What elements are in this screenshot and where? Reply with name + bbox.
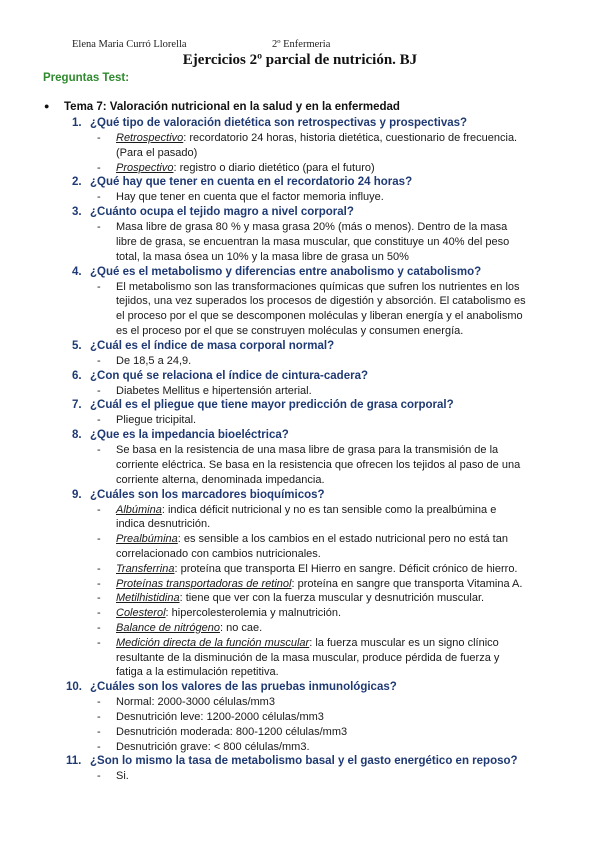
answer-text: : hipercolesterolemia y malnutrición.	[165, 607, 341, 620]
question-heading	[0, 339, 600, 354]
question-item	[0, 205, 600, 264]
answer-list	[0, 190, 600, 205]
dash-icon: -	[97, 503, 101, 516]
dash-icon: -	[97, 191, 101, 204]
question-heading	[0, 428, 600, 443]
question-item	[0, 488, 600, 681]
answer-item	[0, 769, 600, 784]
question-text: ¿Cuáles son los valores de las pruebas inmunológicas?	[90, 681, 397, 694]
dash-icon: -	[97, 725, 101, 738]
answer-item	[0, 591, 600, 606]
question-number: 11.	[66, 755, 82, 768]
answer-item	[0, 636, 600, 680]
answer-text: Desnutrición moderada: 800-1200 células/mm3	[116, 725, 348, 738]
question-text: ¿Cuál es el pliegue que tiene mayor predicción de grasa corporal?	[90, 399, 454, 412]
question-item	[0, 116, 600, 175]
dash-icon: -	[97, 577, 101, 590]
answer-item	[0, 384, 600, 399]
question-number: 10.	[66, 681, 82, 694]
question-heading	[0, 488, 600, 503]
answer-item	[0, 220, 600, 264]
answer-list	[0, 503, 600, 681]
question-number: 9.	[72, 488, 82, 501]
answer-item	[0, 443, 600, 487]
topic-heading	[44, 101, 400, 113]
question-text: ¿Cuánto ocupa el tejido magro a nivel corporal?	[90, 206, 354, 219]
question-item	[0, 398, 600, 428]
answer-term: Colesterol	[116, 607, 166, 620]
question-item	[0, 680, 600, 754]
answer-item	[0, 503, 600, 533]
answer-text: Pliegue tricipital.	[116, 414, 197, 427]
question-number: 5.	[72, 339, 82, 352]
answer-term: Balance de nitrógeno	[116, 621, 220, 634]
question-item	[0, 428, 600, 487]
answer-item	[0, 354, 600, 369]
answer-text: De 18,5 a 24,9.	[116, 354, 192, 367]
answer-text: Desnutrición leve: 1200-2000 células/mm3	[116, 710, 324, 723]
answer-text: : tiene que ver con la fuerza muscular y desnutrición muscular.	[179, 592, 485, 605]
question-text: ¿Que es la impedancia bioeléctrica?	[90, 429, 289, 442]
answer-list	[0, 384, 600, 399]
question-heading	[0, 175, 600, 190]
question-heading	[0, 398, 600, 413]
dash-icon: -	[97, 414, 101, 427]
question-number: 3.	[72, 206, 82, 219]
answer-term: Metilhistidina	[116, 592, 180, 605]
question-item	[0, 369, 600, 399]
answer-item	[0, 710, 600, 725]
page-title: Ejercicios 2º parcial de nutrición. BJ	[182, 52, 418, 68]
answer-term: Albúmina	[116, 503, 162, 516]
question-text: ¿Cuáles son los marcadores bioquímicos?	[90, 488, 325, 501]
answer-item	[0, 131, 600, 161]
answer-text: : proteína en sangre que transporta Vitamina A.	[291, 577, 523, 590]
dash-icon: -	[97, 444, 101, 457]
question-heading	[0, 205, 600, 220]
question-number: 2.	[72, 176, 82, 189]
dash-icon: -	[97, 280, 101, 293]
question-item	[0, 265, 600, 339]
dash-icon: -	[97, 636, 101, 649]
answer-item	[0, 606, 600, 621]
answer-text: : la fuerza muscular es un signo clínico resultante de la disminución de la masa muscular, produce pérdida de fuerza y fatiga a la estimulación repetitiva.	[116, 636, 500, 679]
answer-text: : indica déficit nutricional y no es tan sensible como la prealbúmina e indica desnutrición.	[116, 503, 497, 531]
question-item	[0, 175, 600, 205]
answer-text: El metabolismo son las transformaciones químicas que sufren los nutrientes en los tejidos, una vez superados los procesos de digestión y absorción. El catabolismo es el proceso por el que se descomponen moléculas y liberan energía y el anabolismo es el proceso por el que se construyen moléculas y consumen energía.	[116, 280, 526, 337]
answer-text: Masa libre de grasa 80 % y masa grasa 20% (más o menos). Dentro de la masa libre de grasa, se encuentran la masa muscular, que constituye un 40% del peso total, la masa ósea un 10% y la masa libre de grasa un 50%	[116, 221, 510, 263]
answer-text: Normal: 2000-3000 células/mm3	[116, 696, 275, 709]
answer-text: Se basa en la resistencia de una masa libre de grasa para la transmisión de la corriente eléctrica. Se basa en la resistencia que ofrecen los tejidos al paso de una corriente alterna, denominada impedancia.	[116, 444, 521, 486]
dash-icon: -	[97, 770, 101, 783]
dash-icon: -	[97, 621, 101, 634]
question-heading	[0, 265, 600, 280]
author-name: Elena Maria Curró Llorella	[72, 39, 187, 50]
answer-item	[0, 621, 600, 636]
answer-item	[0, 413, 600, 428]
answer-term: Prealbúmina	[116, 533, 178, 546]
answer-list	[0, 413, 600, 428]
dash-icon: -	[97, 384, 101, 397]
answer-text: : registro o diario dietético (para el futuro)	[173, 161, 375, 174]
section-label: Preguntas Test:	[43, 72, 130, 84]
answer-list	[0, 220, 600, 264]
answer-list	[0, 695, 600, 754]
answer-item	[0, 695, 600, 710]
answer-list	[0, 769, 600, 784]
topic-title: Tema 7: Valoración nutricional en la salud y en la enfermedad	[64, 101, 400, 113]
question-item	[0, 754, 600, 784]
answer-text: Desnutrición grave: < 800 células/mm3.	[116, 740, 310, 753]
answer-term: Prospectivo	[116, 161, 174, 174]
dash-icon: -	[97, 354, 101, 367]
question-text: ¿Son lo mismo la tasa de metabolismo basal y el gasto energético en reposo?	[90, 755, 518, 768]
answer-list	[0, 131, 600, 175]
dash-icon: -	[97, 710, 101, 723]
answer-term: Transferrina	[116, 562, 175, 575]
course-label: 2º Enfermeria	[272, 39, 331, 50]
dash-icon: -	[97, 740, 101, 753]
answer-text: : proteína que transporta El Hierro en sangre. Déficit crónico de hierro.	[174, 562, 518, 575]
answer-term: Proteínas transportadoras de retinol	[116, 577, 292, 590]
answer-term: Medición directa de la función muscular	[116, 636, 310, 649]
answer-item	[0, 740, 600, 755]
answer-list	[0, 280, 600, 339]
dash-icon: -	[97, 221, 101, 234]
answer-item	[0, 562, 600, 577]
question-text: ¿Qué es el metabolismo y diferencias entre anabolismo y catabolismo?	[90, 265, 482, 278]
question-text: ¿Qué tipo de valoración dietética son retrospectivas y prospectivas?	[90, 117, 468, 129]
answer-text: Hay que tener en cuenta que el factor memoria influye.	[116, 191, 384, 204]
answer-text: : es sensible a los cambios en el estado nutricional pero no está tan correlacionado con cambios nutricionales.	[116, 533, 508, 560]
answer-term: Retrospectivo	[116, 132, 184, 144]
answer-text: Diabetes Mellitus e hipertensión arterial.	[116, 384, 312, 397]
answer-item	[0, 161, 600, 176]
question-text: ¿Con qué se relaciona el índice de cintura-cadera?	[90, 369, 368, 382]
question-number: 8.	[72, 429, 82, 442]
question-heading	[0, 680, 600, 695]
answer-text: : no cae.	[219, 621, 263, 634]
answer-list	[0, 443, 600, 487]
question-text: ¿Qué hay que tener en cuenta en el recordatorio 24 horas?	[90, 176, 413, 189]
question-number: 4.	[72, 265, 82, 278]
question-number: 7.	[72, 399, 82, 412]
question-item	[0, 339, 600, 369]
question-heading	[0, 754, 600, 769]
question-number: 1.	[72, 117, 82, 129]
answer-text: : recordatorio 24 horas, historia dietética, cuestionario de frecuencia. (Para el pasado)	[116, 132, 518, 159]
dash-icon: -	[97, 132, 101, 144]
question-list	[0, 116, 600, 784]
dash-icon: -	[97, 592, 101, 605]
answer-list	[0, 354, 600, 369]
dash-icon: -	[97, 607, 101, 620]
answer-item	[0, 725, 600, 740]
dash-icon: -	[97, 161, 101, 174]
answer-item	[0, 190, 600, 205]
answer-item	[0, 577, 600, 592]
dash-icon: -	[97, 533, 101, 546]
dash-icon: -	[97, 562, 101, 575]
bullet-icon: ●	[44, 101, 50, 111]
answer-item	[0, 532, 600, 562]
answer-text: Si.	[116, 770, 129, 783]
dash-icon: -	[97, 696, 101, 709]
question-text: ¿Cuál es el índice de masa corporal normal?	[90, 339, 335, 352]
question-heading	[0, 116, 600, 131]
question-number: 6.	[72, 369, 82, 382]
question-heading	[0, 369, 600, 384]
answer-item	[0, 280, 600, 339]
